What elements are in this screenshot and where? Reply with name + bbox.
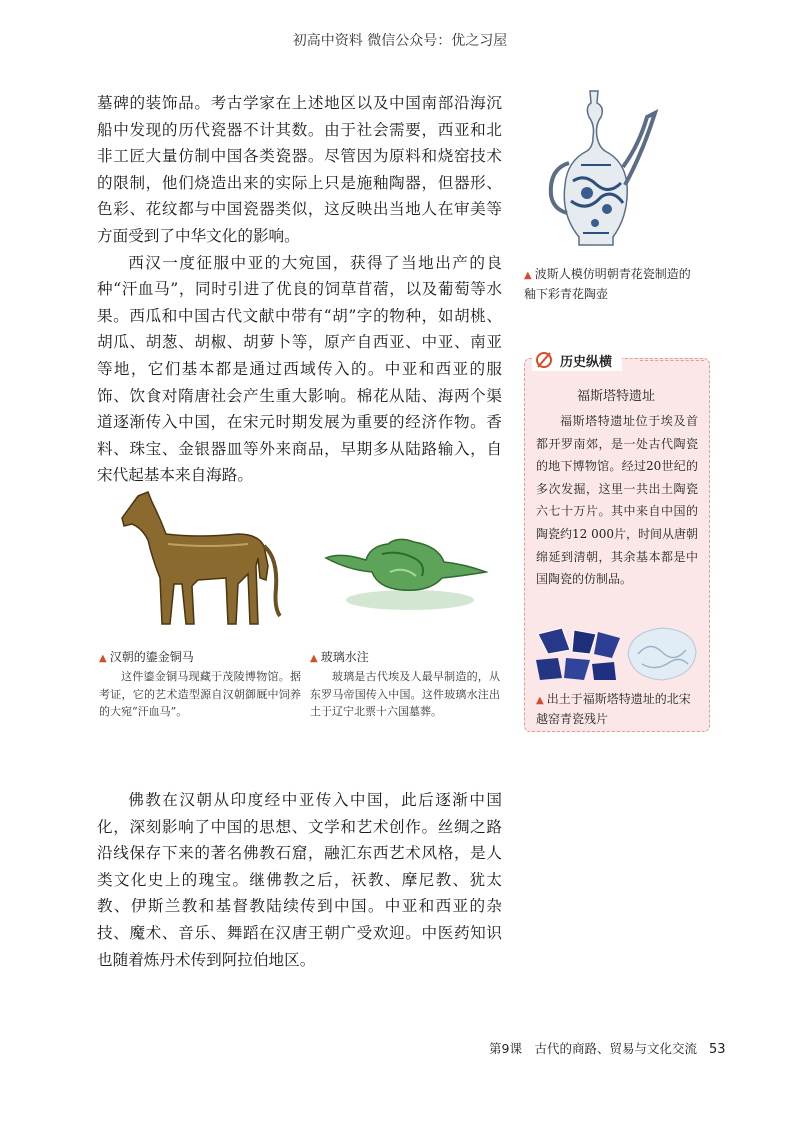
history-icon [534,351,554,369]
horse-caption-desc: 这件鎏金铜马现藏于茂陵博物馆。据考证，它的艺术造型源自汉朝御厩中饲养的大宛“汗血马”。 [99,670,301,718]
horse-caption [99,648,301,721]
paragraph-western-han: 西汉一度征服中亚的大宛国，获得了当地出产的良种“汗血马”，同时引进了优良的饲草苜蓿，以及葡萄等水果。西瓜和中国古代文献中带有“胡”字的物种，如胡桃、胡瓜、胡葱、胡椒、胡萝卜等，原产自西亚、中亚、南亚等地，它们基本都是通过西域传入的。中亚和西亚的服饰、饮食对隋唐社会产生重大影响。棉花从陆、海两个渠道逐渐传入中国，在宋元时期发展为重要的经济作物。香料、珠宝、金银器皿等外来商品，早期多从陆路输入，自宋代起基本来自海路。 [97,253,502,485]
glass-caption [310,648,500,721]
footer-lesson: 第9课 古代的商路、贸易与文化交流 [489,1041,697,1056]
glass-image [318,532,488,622]
paragraph-buddhism: 佛教在汉朝从印度经中亚传入中国，此后逐渐中国化，深刻影响了中国的思想、文学和艺术创作。丝绸之路沿线保存下来的著名佛教石窟，融汇东西艺术风格，是人类文化史上的瑰宝。继佛教之后，祆教、摩尼教、犹太教、伊斯兰教和基督教陆续传到中国。中亚和西亚的杂技、魔术、音乐、舞蹈在汉唐王朝广受欢迎。中医药知识也随着炼丹术传到阿拉伯地区。 [97,791,502,969]
sidebar-divider [640,360,704,361]
body-text-bottom [97,787,502,973]
horse-image [108,488,288,638]
sidebar-title: 福斯塔特遗址 [576,389,655,404]
glass-caption-title: 玻璃水注 [320,650,369,664]
vase-figure [535,85,665,255]
triangle-icon: ▲ [524,270,532,281]
page-header: 初高中资料 微信公众号：优之习屋 [292,33,508,49]
page-footer [489,1039,726,1057]
shards-image [534,624,700,684]
glass-figure [318,532,488,622]
sidebar-body: 福斯塔特遗址位于埃及首都开罗南郊，是一处古代陶瓷的地下博物馆。经过20世纪的多次发掘，这里一共出土陶瓷六七十万片。其中来自中国的陶瓷约12 000片，时间从唐朝绵延到清朝，其余基本都是中国陶瓷的仿制品。 [536,414,698,587]
sidebar-label: 历史纵横 [532,349,622,371]
triangle-icon: ▲ [536,695,544,706]
horse-figure [108,488,288,638]
glass-caption-desc: 玻璃是古代埃及人最早制造的，从东罗马帝国传入中国。这件玻璃水注出土于辽宁北票十六国墓葬。 [310,670,500,718]
horse-caption-title: 汉朝的鎏金铜马 [109,650,194,664]
vase-caption: ▲ 波斯人模仿明朝青花瓷制造的釉下彩青花陶壶 [524,267,691,301]
paragraph-porcelain: 墓碑的装饰品。考古学家在上述地区以及中国南部沿海沉船中发现的历代瓷器不计其数。由于社会需要，西亚和北非工匠大量仿制中国各类瓷器。尽管因为原料和烧窑技术的限制，他们烧造出来的实际上只是施釉陶器，但器形、色彩、花纹都与中国瓷器类似，这反映出当地人在审美等方面受到了中华文化的影响。 [97,94,502,245]
triangle-icon: ▲ [99,653,107,664]
page-number: 53 [708,1042,726,1057]
triangle-icon: ▲ [310,653,318,664]
vase-image [535,85,665,255]
body-text-top [97,90,502,489]
shards-caption: ▲ 出土于福斯塔特遗址的北宋越窑青瓷残片 [536,692,691,726]
